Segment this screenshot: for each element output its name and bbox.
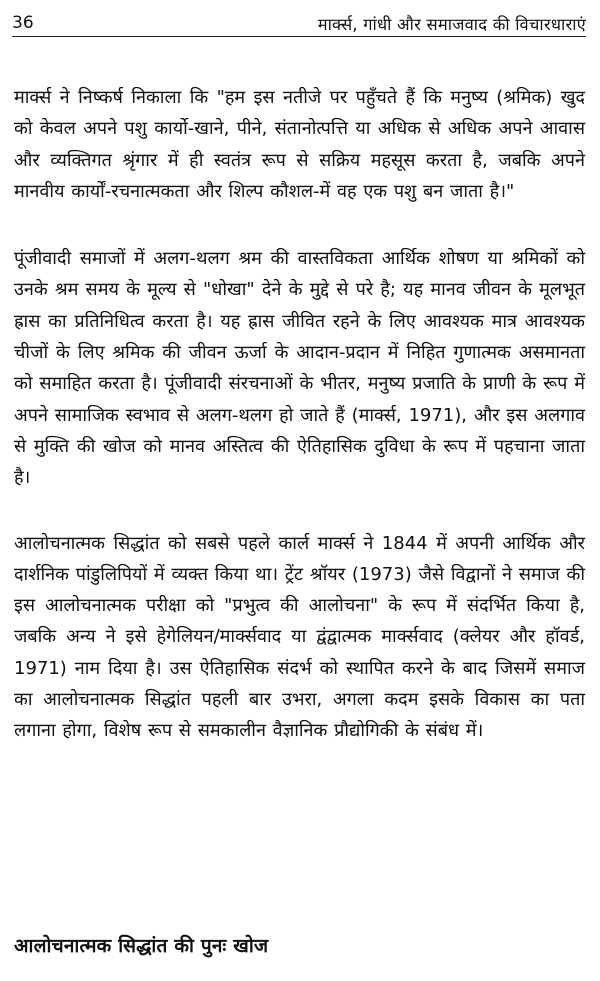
section-heading: आलोचनात्मक सिद्धांत की पुनः खोज — [14, 935, 269, 957]
body-text — [14, 82, 585, 780]
paragraph-alienated-labour: पूंजीवादी समाजों में अलग-थलग श्रम की वास्तविकता आर्थिक शोषण या श्रमिकों को उनके श्रम समय के मूल्य से "धोखा" देने के मुद्दे से परे है; यह मानव जीवन के मूलभूत ह्रास का प्रतिनिधित्व करता है। यह ह्रास जीवित रहने के लिए आवश्यक मात्र आवश्यक चीजों के लिए श्रमिक की जीवन ऊर्जा के आदान-प्रदान में निहित गुणात्मक असमानता को समाहित करता है। पूंजीवादी संरचनाओं के भीतर, मनुष्य प्रजाति के प्राणी के रूप में अपने सामाजिक स्वभाव से अलग-थलग हो जाते हैं (मार्क्स, 1971), और इस अलगाव से मुक्ति की खोज को मानव अस्तित्व की ऐतिहासिक दुविधा के रूप में पहचाना जाता है। — [14, 248, 585, 489]
paragraph-marx-conclusion: मार्क्स ने निष्कर्ष निकाला कि "हम इस नतीजे पर पहुँचते हैं कि मनुष्य (श्रमिक) खुद को केवल अपने पशु कार्यो-खाने, पीने, संतानोत्पत्ति या अधिक से अधिक अपने आवास और व्यक्तिगत श्रृंगार में ही स्वतंत्र रूप से सक्रिय महसूस करता है, जबकि अपने मानवीय कार्यों-रचनात्मकता और शिल्प कौशल-में वह एक पशु बन जाता है।" — [14, 87, 585, 202]
running-header — [12, 10, 586, 37]
page-number: 36 — [12, 13, 34, 33]
paragraph-critical-theory: आलोचनात्मक सिद्धांत को सबसे पहले कार्ल मार्क्स ने 1844 में अपनी आर्थिक और दार्शनिक पांडुलिपियों में व्यक्त किया था। ट्रेंट श्रॉयर (1973) जैसे विद्वानों ने समाज की इस आलोचनात्मक परीक्षा को "प्रभुत्व की आलोचना" के रूप में संदर्भित किया है, जबकि अन्य ने इसे हेगेलियन/मार्क्सवाद या द्वंद्वात्मक मार्क्सवाद (क्लेयर और हॉवर्ड, 1971) नाम दिया है। उस ऐतिहासिक संदर्भ को स्थापित करने के बाद जिसमें समाज का आलोचनात्मक सिद्धांत पहली बार उभरा, अगला कदम इसके विकास का पता लगाना होगा, विशेष रूप से समकालीन वैज्ञानिक प्रौद्योगिकी के संबंध में। — [14, 532, 585, 742]
book-title: मार्क्स, गांधी और समाजवाद की विचारधाराएं — [317, 14, 586, 34]
